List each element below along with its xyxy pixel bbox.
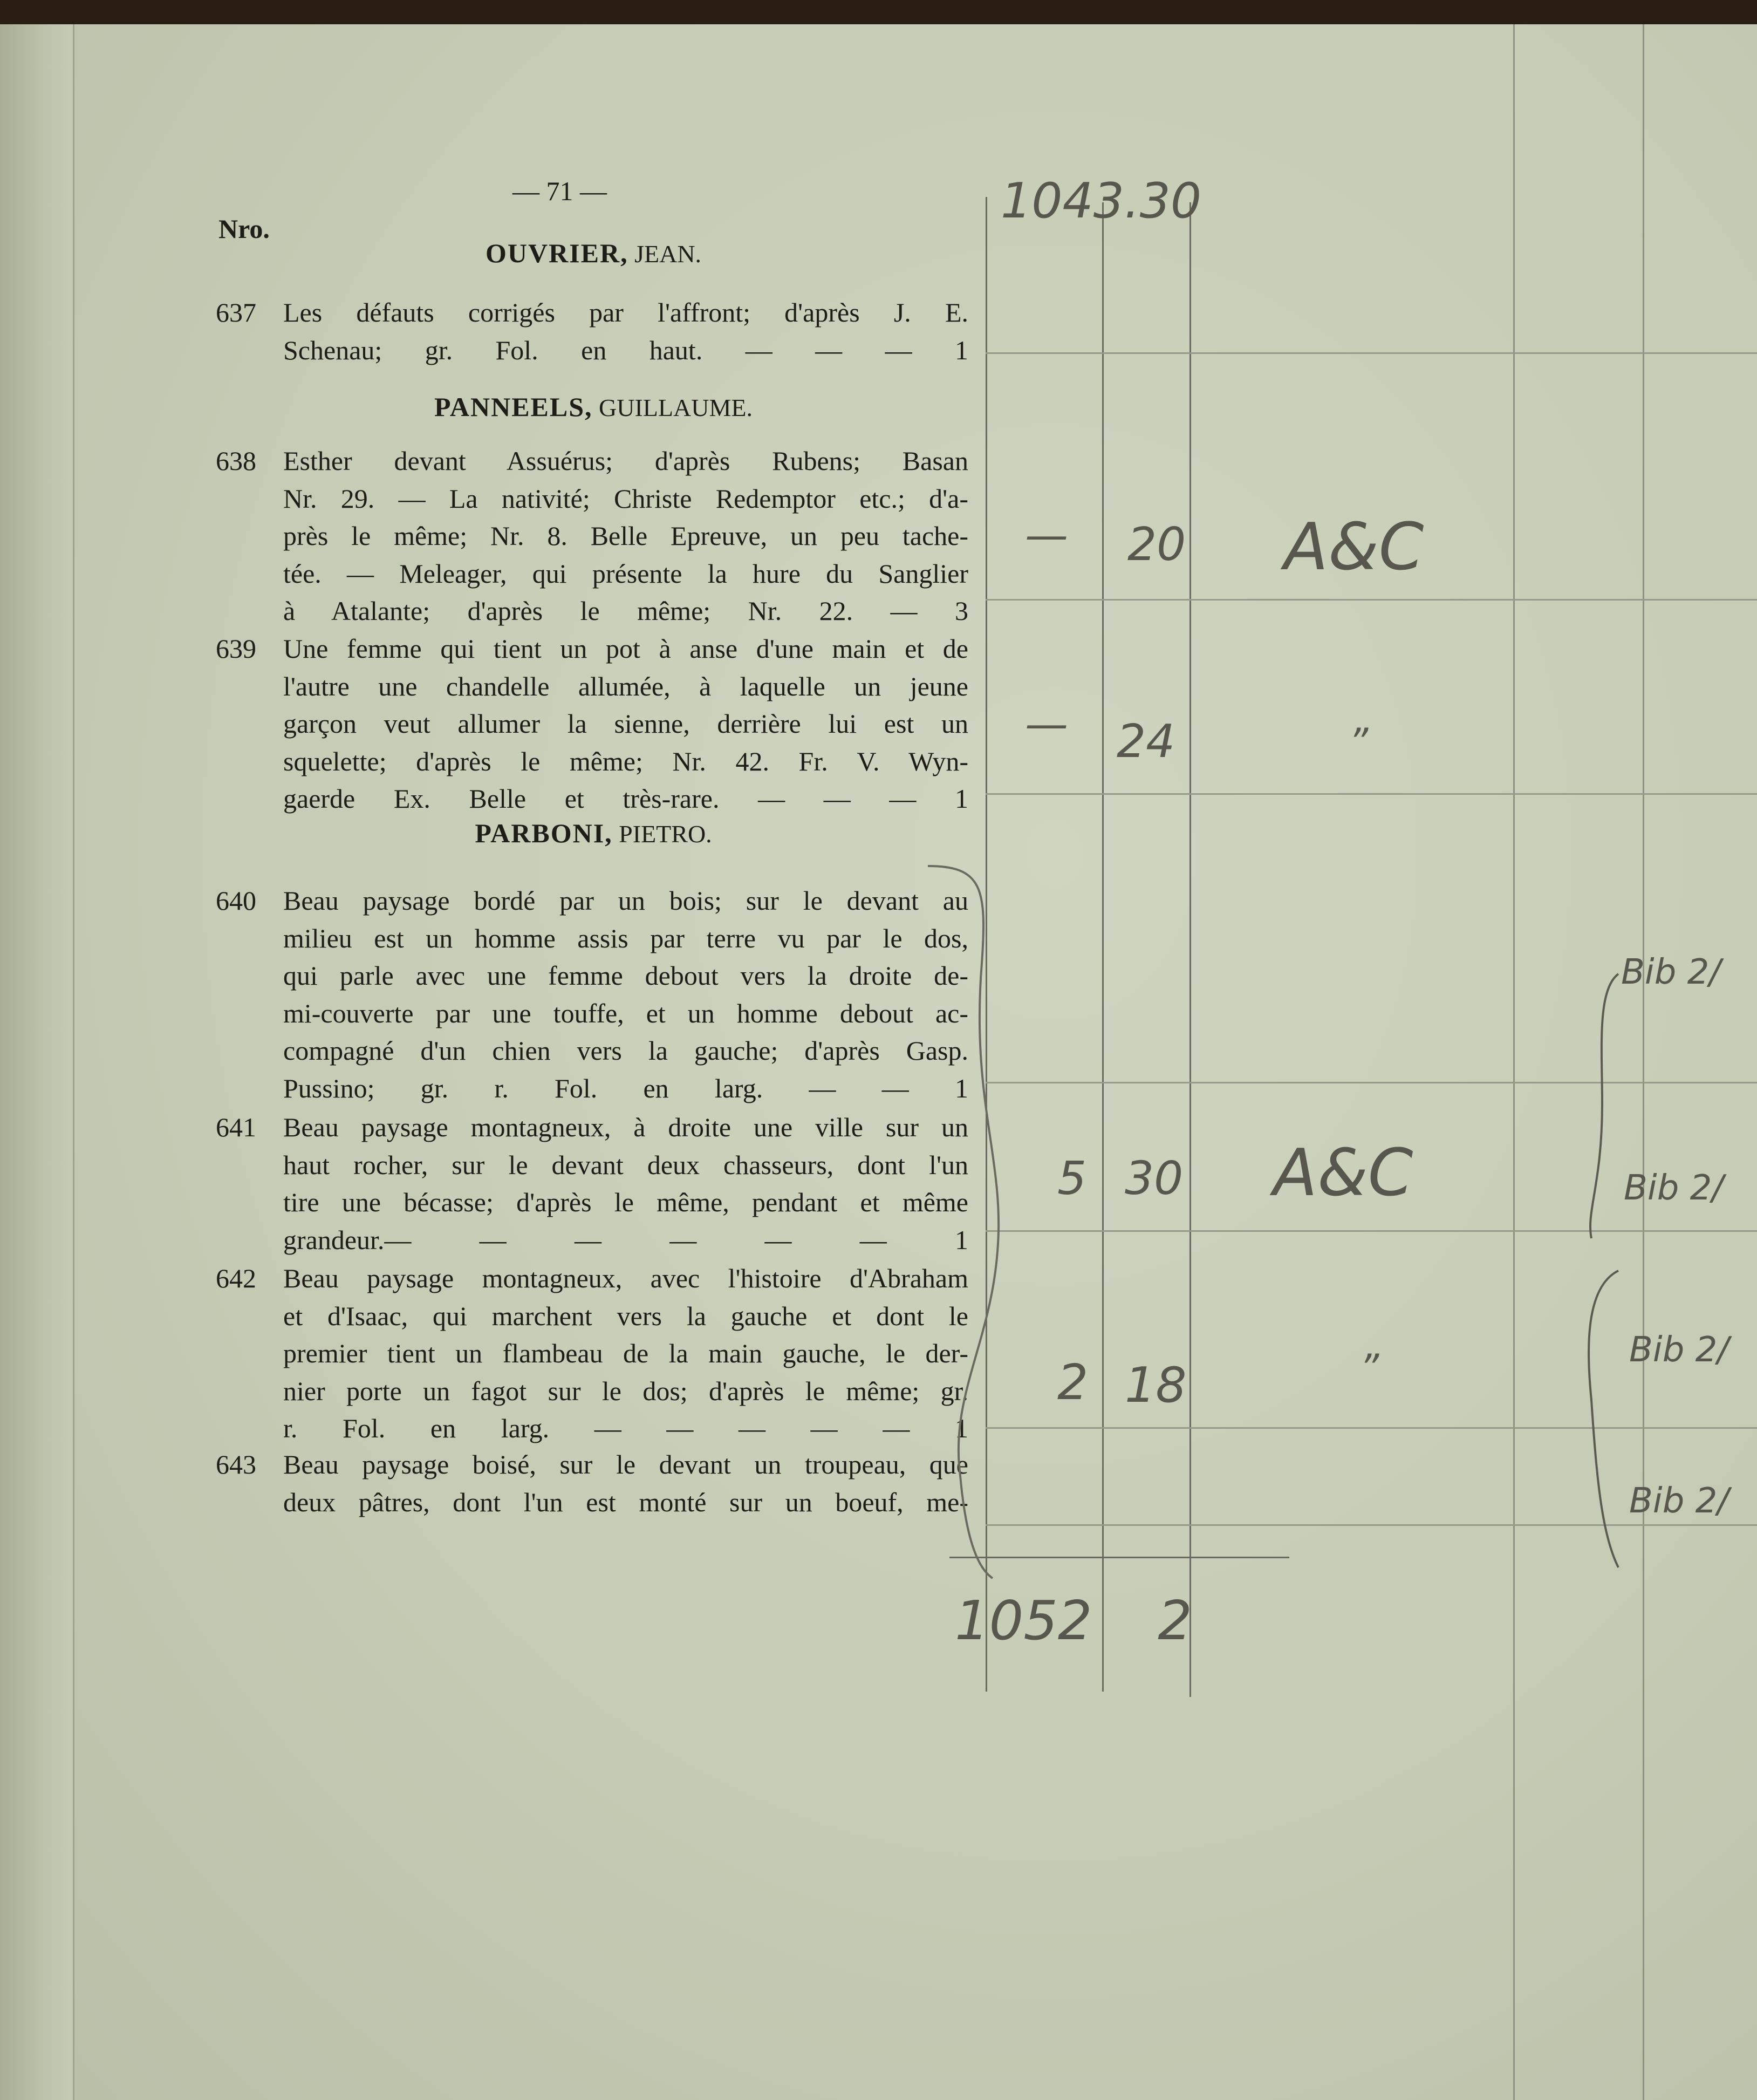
handwritten-buyer: A&C — [1273, 1136, 1413, 1211]
artist-firstname: PIETRO. — [619, 820, 712, 848]
handwritten-florins: 5 — [1057, 1152, 1087, 1205]
ledger-rule — [986, 1427, 1757, 1429]
final-total-florins: 1052 — [955, 1589, 1092, 1652]
entry-line: tée. — Meleager, qui présente la hure du Sanglier — [283, 558, 968, 589]
entry-number: 643 — [216, 1449, 256, 1479]
entry-line: gaerde Ex. Belle et très-rare. — — — 1 — [283, 783, 968, 814]
entry-line: l'autre une chandelle allumée, à laquelle un jeune — [283, 671, 968, 701]
handwritten-florins: 2 — [1057, 1354, 1089, 1411]
entry-line: près le même; Nr. 8. Belle Epreuve, un peu tache- — [283, 521, 968, 551]
handwritten-florins: — — [1025, 510, 1068, 560]
book-spine — [0, 24, 74, 2100]
entry-line: Une femme qui tient un pot à anse d'une main et de — [283, 633, 968, 664]
handwritten-bib-note: Bib 2/ — [1621, 952, 1721, 992]
artist-surname: PANNEELS, — [434, 392, 593, 422]
ledger-line — [1643, 24, 1644, 2100]
final-total-kreuzer: 2 — [1158, 1589, 1192, 1652]
page-number: — 71 — — [512, 176, 607, 206]
entry-line: r. Fol. en larg. — — — — — 1 — [283, 1413, 968, 1443]
handwritten-bib-note: Bib 2/ — [1629, 1481, 1729, 1521]
ledger-line — [1513, 24, 1515, 2100]
ledger-rule — [986, 599, 1757, 601]
entry-number: 642 — [216, 1263, 256, 1293]
pencil-brace — [1586, 969, 1629, 1573]
ledger-rule — [986, 793, 1757, 795]
entry-number: 639 — [216, 633, 256, 664]
artist-heading — [216, 817, 971, 849]
ledger-line — [1189, 202, 1191, 1697]
entry-line: et d'Isaac, qui marchent vers la gauche et dont le — [283, 1300, 968, 1331]
entry-text — [283, 294, 968, 369]
entry-line: Pussino; gr. r. Fol. en larg. — — 1 — [283, 1073, 968, 1103]
ledger-rule — [986, 1230, 1757, 1232]
entry-text — [283, 1446, 968, 1521]
nro-column-label: Nro. — [218, 214, 270, 244]
entry-line: Beau paysage montagneux, à droite une ville sur un — [283, 1112, 968, 1142]
entry-line: grandeur.— — — — — — 1 — [283, 1224, 968, 1255]
entry-line: haut rocher, sur le devant deux chasseurs, dont l'un — [283, 1149, 968, 1180]
ledger-rule — [986, 1524, 1757, 1526]
entry-number: 638 — [216, 446, 256, 476]
entry-line: compagné d'un chien vers la gauche; d'après Gasp. — [283, 1035, 968, 1066]
handwritten-kreuzer: 30 — [1125, 1152, 1184, 1205]
entry-line: Esther devant Assuérus; d'après Rubens; Basan — [283, 446, 968, 476]
handwritten-bib-note: Bib 2/ — [1629, 1330, 1729, 1370]
artist-surname: OUVRIER, — [485, 238, 628, 268]
handwritten-final-total — [955, 1589, 1192, 1652]
handwritten-kreuzer: 20 — [1127, 518, 1186, 571]
entry-line: qui parle avec une femme debout vers la droite de- — [283, 960, 968, 991]
entry-text — [283, 442, 968, 630]
entry-number: 640 — [216, 885, 256, 916]
catalogue-page — [0, 24, 1757, 2100]
entry-line: Beau paysage boisé, sur le devant un troupeau, que — [283, 1449, 968, 1479]
handwritten-buyer: ” — [1349, 720, 1369, 765]
ledger-line — [1102, 202, 1104, 1692]
entry-line: garçon veut allumer la sienne, derrière lui est un — [283, 708, 968, 739]
artist-heading — [216, 237, 971, 269]
entry-text — [283, 1260, 968, 1448]
entry-line: mi-couverte par une touffe, et un homme debout ac- — [283, 998, 968, 1028]
entry-text — [283, 630, 968, 818]
pencil-brace — [917, 855, 1025, 1589]
entry-line: nier porte un fagot sur le dos; d'après le même; gr. — [283, 1375, 968, 1406]
entry-line: premier tient un flambeau de la main gauche, le der- — [283, 1338, 968, 1368]
entry-line: Les défauts corrigés par l'affront; d'après J. E. — [283, 297, 968, 328]
handwritten-bib-note: Bib 2/ — [1624, 1168, 1724, 1208]
ledger-rule — [986, 1082, 1757, 1083]
entry-line: Schenau; gr. Fol. en haut. — — — 1 — [283, 335, 968, 365]
handwritten-florins: — — [1025, 699, 1068, 749]
entry-line: milieu est un homme assis par terre vu par le dos, — [283, 923, 968, 953]
artist-firstname: JEAN. — [634, 240, 702, 268]
entry-line: tire une bécasse; d'après le même, pendant et même — [283, 1187, 968, 1217]
entry-line: Nr. 29. — La nativité; Christe Redemptor etc.; d'a- — [283, 483, 968, 514]
handwritten-carried-total: 1043.30 — [1001, 173, 1202, 229]
entry-text — [283, 882, 968, 1107]
artist-heading — [216, 391, 971, 422]
entry-line: deux pâtres, dont l'un est monté sur un boeuf, me- — [283, 1487, 968, 1517]
entry-line: Beau paysage montagneux, avec l'histoire d'Abraham — [283, 1263, 968, 1293]
handwritten-kreuzer: 18 — [1125, 1357, 1187, 1414]
entry-line: Beau paysage bordé par un bois; sur le devant au — [283, 885, 968, 916]
entry-number: 637 — [216, 297, 256, 328]
entry-line: squelette; d'après le même; Nr. 42. Fr. V. Wyn- — [283, 746, 968, 776]
handwritten-buyer: ” — [1359, 1346, 1379, 1390]
handwritten-buyer: A&C — [1284, 510, 1424, 585]
artist-firstname: GUILLAUME. — [599, 394, 753, 421]
ledger-rule — [986, 352, 1757, 354]
entry-text — [283, 1109, 968, 1259]
artist-surname: PARBONI, — [475, 818, 613, 848]
entry-number: 641 — [216, 1112, 256, 1142]
handwritten-kreuzer: 24 — [1117, 715, 1175, 768]
entry-line: à Atalante; d'après le même; Nr. 22. — 3 — [283, 596, 968, 626]
